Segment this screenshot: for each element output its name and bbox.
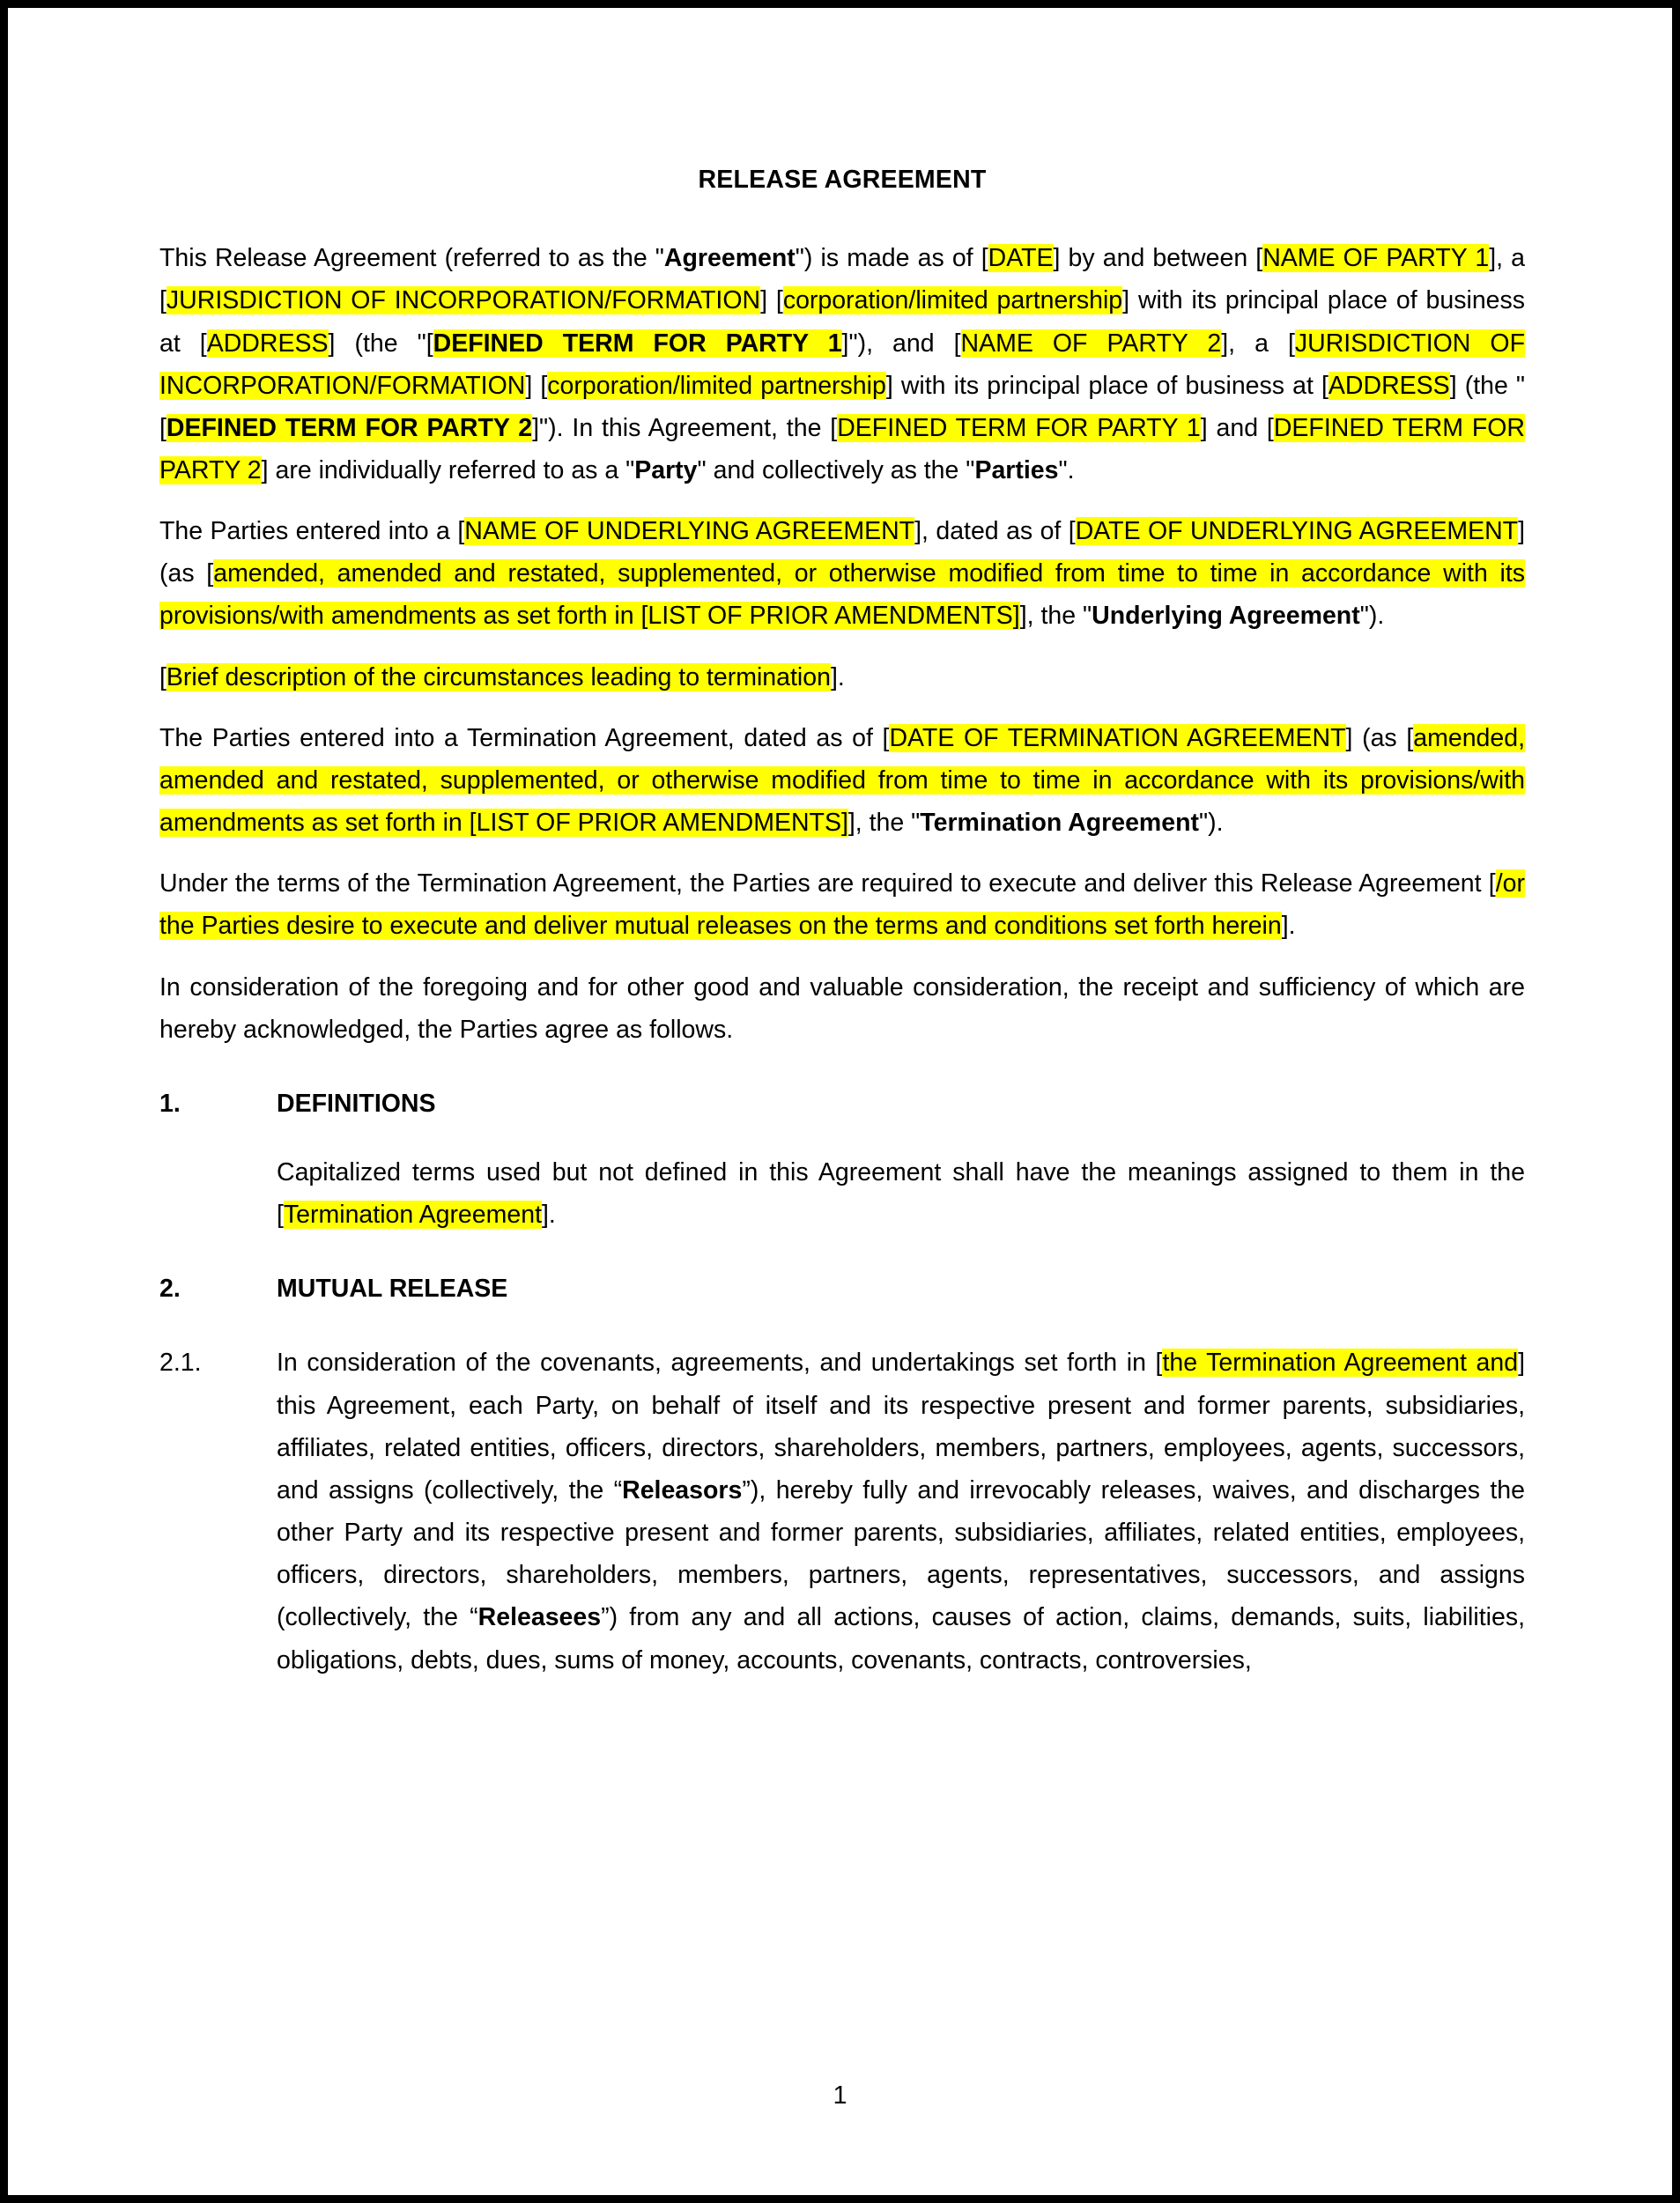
text-run: ] and [ — [1200, 413, 1274, 442]
text-run: " and collectively as the " — [697, 455, 975, 484]
text-run: ]"), and [ — [841, 329, 961, 358]
text-run: In consideration of the covenants, agreements, and undertakings set forth in [ — [277, 1349, 1163, 1378]
paragraph-obligation-to-execute — [159, 862, 1525, 947]
defined-term-releasees: Releasees — [477, 1603, 602, 1632]
text-run: ]. — [830, 662, 845, 691]
placeholder-jurisdiction-party-1: JURISDICTION OF INCORPORATION/FORMATION — [166, 286, 761, 315]
placeholder-defined-term-party-2: DEFINED TERM FOR PARTY 2 — [166, 413, 533, 442]
placeholder-defined-term-party-2-ref: DEFINED TERM FOR PARTY 2 — [159, 413, 1526, 484]
section-number: 2. — [159, 1275, 181, 1304]
placeholder-date: DATE — [988, 244, 1054, 273]
text-run: ] (as [ — [159, 517, 1526, 588]
section-number: 1. — [159, 1089, 181, 1118]
text-run: ] (as [ — [1345, 723, 1414, 752]
text-run: ] are individually referred to as a " — [261, 455, 635, 484]
section-heading-mutual-release — [159, 1268, 1525, 1310]
defined-term-party: Party — [634, 455, 698, 484]
text-run: ]. — [542, 1201, 556, 1230]
text-run: ”) from any and all actions, causes of action, claims, demands, suits, liabilities, obligations, debts, dues, sums of money, accounts, covenants, contracts, controversies, — [277, 1603, 1525, 1674]
placeholder-brief-description-of-circumstances: Brief description of the circumstances leading to termination — [166, 662, 831, 691]
text-run: "). — [1199, 809, 1224, 838]
page-content-area — [8, 8, 1672, 2195]
placeholder-entity-type-party-1: corporation/limited partnership — [782, 286, 1123, 315]
paragraph-parties-recital — [159, 237, 1525, 492]
clause-number: 2.1. — [159, 1349, 202, 1378]
placeholder-entity-type-party-2: corporation/limited partnership — [547, 371, 886, 400]
placeholder-name-of-underlying-agreement: NAME OF UNDERLYING AGREEMENT — [464, 517, 915, 546]
placeholder-address-party-1: ADDRESS — [206, 329, 329, 358]
text-run: ], the " — [847, 809, 921, 838]
text-run: ] by and between [ — [1053, 244, 1263, 273]
paragraph-termination-agreement — [159, 717, 1525, 844]
text-run: Under the terms of the Termination Agreement, the Parties are required to execute and deliver this Release Agreement [ — [159, 869, 1496, 898]
placeholder-name-of-party-1: NAME OF PARTY 1 — [1262, 244, 1490, 273]
text-run: ") is made as of [ — [795, 244, 988, 273]
clause-body — [277, 1342, 1525, 1681]
text-run: The Parties entered into a [ — [159, 517, 465, 546]
text-run: This Release Agreement (referred to as the " — [159, 244, 664, 273]
text-run: ] (the "[ — [159, 371, 1526, 442]
text-run: ], a [ — [159, 244, 1526, 315]
placeholder-alternative-desire-clause: /or the Parties desire to execute and deliver mutual releases on the terms and conditions set forth herein — [159, 869, 1525, 941]
placeholder-amendment-language-underlying: amended, amended and restated, supplemented, or otherwise modified from time to time in accordance with its provisions/with amendments as set forth in [LIST OF PRIOR AMENDMENTS] — [159, 559, 1525, 631]
text-run: ] [ — [760, 286, 783, 315]
page-title: RELEASE AGREEMENT — [698, 166, 987, 194]
text-run: ] (the "[ — [328, 329, 433, 358]
placeholder-amendment-language-termination: amended, amended and restated, supplemented, or otherwise modified from time to time in accordance with its provisions/with amendments as set forth in [LIST OF PRIOR AMENDMENTS] — [159, 723, 1526, 838]
defined-term-agreement: Agreement — [663, 244, 796, 273]
section-1-body — [277, 1151, 1525, 1236]
defined-term-releasors: Releasors — [622, 1475, 743, 1504]
paragraph-circumstances-placeholder — [159, 656, 1525, 699]
placeholder-address-party-2: ADDRESS — [1328, 371, 1450, 400]
section-title: MUTUAL RELEASE — [277, 1275, 508, 1304]
defined-term-parties: Parties — [974, 455, 1059, 484]
text-run: Capitalized terms used but not defined in this Agreement shall have the meanings assigned to them in the [ — [277, 1158, 1525, 1230]
text-run: ] [ — [525, 371, 548, 400]
text-run: ] with its principal place of business at [ — [885, 371, 1328, 400]
placeholder-termination-agreement-ref: Termination Agreement — [283, 1201, 542, 1230]
paragraph-underlying-agreement — [159, 510, 1525, 637]
placeholder-the-termination-agreement-and: the Termination Agreement and — [1162, 1349, 1519, 1378]
text-run: The Parties entered into a Termination Agreement, dated as of [ — [159, 723, 890, 752]
text-run: ], dated as of [ — [914, 517, 1076, 546]
text-run: "). — [1359, 602, 1385, 631]
defined-term-underlying-agreement: Underlying Agreement — [1092, 602, 1360, 631]
placeholder-date-of-termination-agreement: DATE OF TERMINATION AGREEMENT — [889, 723, 1346, 752]
text-run: ]"). In this Agreement, the [ — [532, 413, 838, 442]
text-run: ] with its principal place of business at [ — [159, 286, 1526, 358]
text-run: ”), hereby fully and irrevocably releases, waives, and discharges the other Party and its respective present and former parents, subsidiaries, affiliates, related entities, employees, officers, directors, shareholders, members, partners, agents, representatives, successors, and assigns (collectively, the “ — [277, 1475, 1525, 1632]
defined-term-termination-agreement: Termination Agreement — [920, 809, 1200, 838]
text-run: [ — [159, 662, 167, 691]
clause-2-1 — [159, 1342, 1525, 1681]
placeholder-date-of-underlying-agreement: DATE OF UNDERLYING AGREEMENT — [1075, 517, 1519, 546]
placeholder-name-of-party-2: NAME OF PARTY 2 — [960, 329, 1222, 358]
text-run: ], a [ — [1221, 329, 1295, 358]
text-run: In consideration of the foregoing and for other good and valuable consideration, the receipt and sufficiency of which are hereby acknowledged, the Parties agree as follows. — [159, 972, 1525, 1044]
placeholder-defined-term-party-1-ref: DEFINED TERM FOR PARTY 1 — [837, 413, 1201, 442]
section-title: DEFINITIONS — [277, 1089, 436, 1118]
text-run: ]. — [1281, 912, 1296, 941]
placeholder-jurisdiction-party-2: JURISDICTION OF INCORPORATION/FORMATION — [159, 329, 1525, 400]
text-run: ], the " — [1019, 602, 1092, 631]
page-number: 1 — [833, 2081, 847, 2110]
section-heading-definitions — [159, 1083, 1525, 1125]
text-run: ". — [1058, 455, 1075, 484]
paragraph-consideration — [159, 966, 1525, 1051]
placeholder-defined-term-party-1: DEFINED TERM FOR PARTY 1 — [433, 329, 842, 358]
text-run: ] this Agreement, each Party, on behalf of itself and its respective present and former parents, subsidiaries, affiliates, related entities, officers, directors, shareholders, members, partners, employees, agents, successors, and assigns (collectively, the “ — [277, 1349, 1525, 1504]
